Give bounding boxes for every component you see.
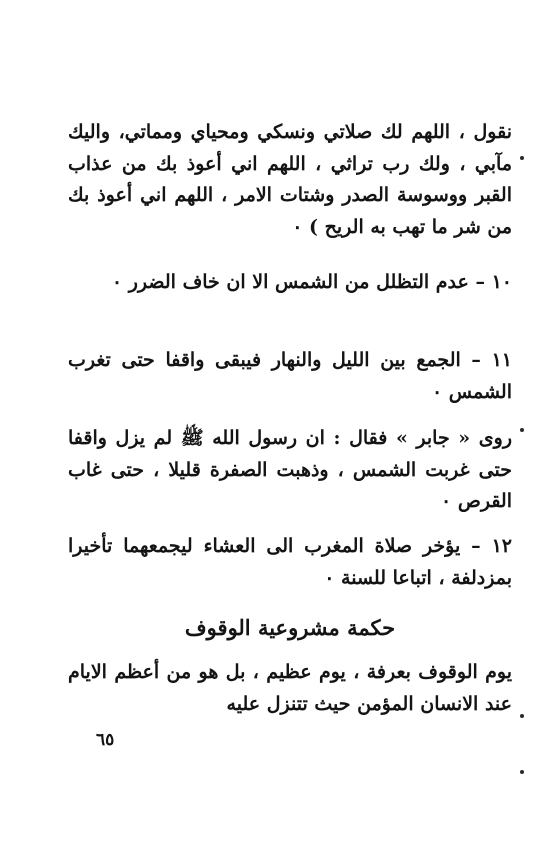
section-heading: حكمة مشروعية الوقوف [184,615,396,641]
list-item-11: ١١ – الجمع بين الليل والنهار فيبقى واقفا حتى تغرب الشمس ٠ [68,349,512,403]
section-intro-paragraph: يوم الوقوف بعرفة ، يوم عظيم ، بل هو من أعظم الايام عند الانسان المؤمن حيث تتنزل عليه [68,661,512,715]
margin-dot-mark [520,156,524,160]
margin-dot-mark [520,428,524,432]
margin-dot-mark [520,770,524,774]
margin-dot-mark [520,714,524,718]
prayer-paragraph: نقول ، اللهم لك صلاتي ونسكي ومحياي ومماتي، واليك مآبي ، ولك رب تراثي ، اللهم اني أعوذ بك من عذاب القبر ووسوسة الصدر وشتات الامر ، اللهم اني أعوذ بك من شر ما تهب به الريح ) ٠ [68,121,512,238]
list-item-10: ١٠ – عدم التظلل من الشمس الا ان خاف الضرر ٠ [111,271,512,293]
hadith-paragraph: روى « جابر » فقال : ان رسول الله ﷺ لم يزل واقفا حتى غربت الشمس ، وذهبت الصفرة قليلا ، حتى غاب القرص ٠ [68,427,512,512]
list-item-12: ١٢ – يؤخر صلاة المغرب الى العشاء ليجمعهما تأخيرا بمزدلفة ، اتباعا للسنة ٠ [68,535,512,589]
page-number: ٦٥ [96,730,115,750]
